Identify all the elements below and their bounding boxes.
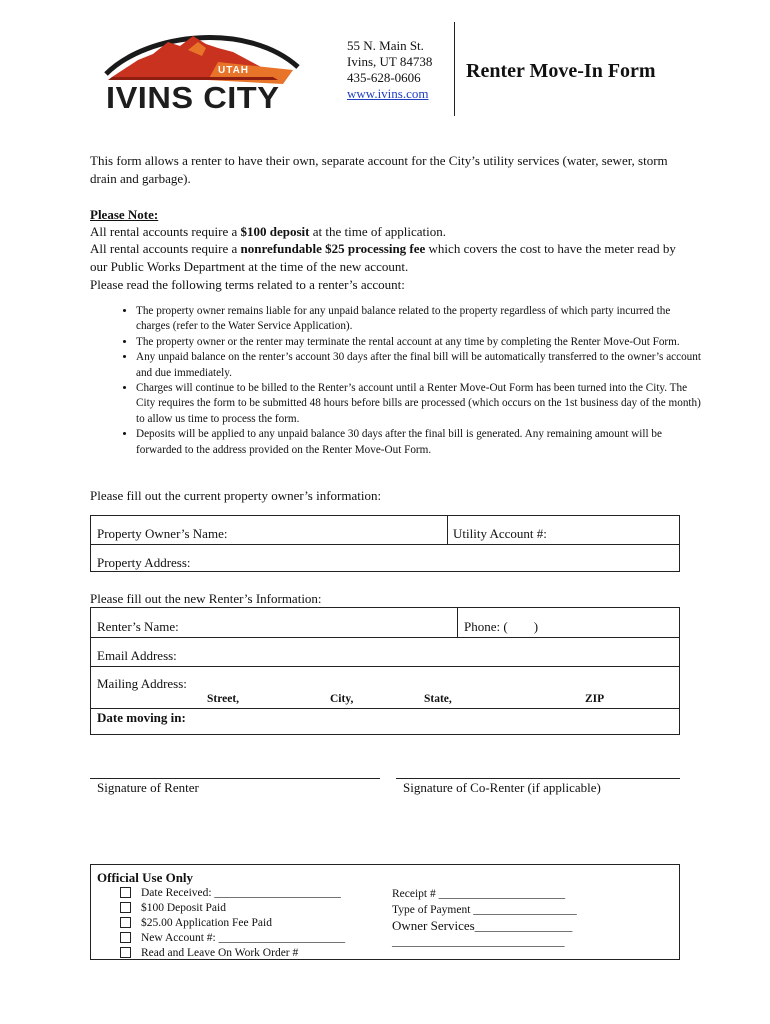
- owner-section-heading: Please fill out the current property owner’s information:: [90, 488, 382, 503]
- checkbox[interactable]: [120, 932, 131, 943]
- checkbox[interactable]: [120, 917, 131, 928]
- zip-label: ZIP: [585, 693, 605, 705]
- term-item: • The property owner or the renter may terminate the rental account at any time by completing the Renter Move-Out Form.: [136, 335, 706, 350]
- state-label: State,: [424, 693, 452, 705]
- receipt-field[interactable]: Receipt # ______________________: [392, 888, 566, 900]
- blank-line-field[interactable]: ______________________________: [392, 936, 565, 948]
- city-phone: 435-628-0606: [347, 70, 421, 85]
- term-item: • Deposits will be applied to any unpaid balance 30 days after the final bill is generated. Any remaining amount will be forwarded to the address provided on the Renter Move-Out Form.: [136, 427, 706, 458]
- term-item: • Any unpaid balance on the renter’s account 30 days after the final bill will be automatically transferred to the owner’s account and due immediately.: [136, 350, 706, 381]
- website-link[interactable]: www.ivins.com: [347, 86, 429, 101]
- table-divider: [457, 607, 458, 637]
- term-item: • Charges will continue to be billed to the Renter’s account until a Renter Move-Out Form has been turned into the City. The City requires the form to be submitted 48 hours before bills are processed (which occurs on the 1st business day of the month) to allow us time to process the form.: [136, 381, 706, 427]
- table-divider: [90, 544, 680, 545]
- note-terms-intro: Please read the following terms related to a renter’s account:: [90, 277, 405, 292]
- intro-paragraph: This form allows a renter to have their own, separate account for the City’s utility services (water, sewer, storm drain and garbage).: [90, 153, 668, 186]
- renter-signature-line[interactable]: [90, 778, 380, 779]
- checklist-item: Date Received: ______________________: [120, 886, 345, 901]
- table-divider: [447, 515, 448, 544]
- renter-phone-field[interactable]: Phone: ( ): [464, 619, 539, 634]
- renter-section-heading: Please fill out the new Renter’s Information:: [90, 591, 322, 606]
- checkbox[interactable]: [120, 947, 131, 958]
- logo-city-name: IVINS CITY: [106, 80, 280, 115]
- email-address-field[interactable]: Email Address:: [97, 648, 177, 663]
- renter-signature-label: Signature of Renter: [97, 780, 199, 795]
- street-label: Street,: [207, 693, 240, 705]
- table-divider: [90, 637, 680, 638]
- property-address-field[interactable]: Property Address:: [97, 555, 191, 570]
- note-heading: Please Note:: [90, 207, 159, 222]
- term-item: • The property owner remains liable for any unpaid balance related to the property regardless of which party incurred the charges (refer to the Water Service Application).: [136, 304, 706, 335]
- table-divider: [90, 708, 680, 709]
- checkbox[interactable]: [120, 902, 131, 913]
- checklist-item: New Account #: ______________________: [120, 931, 345, 946]
- city-label: City,: [330, 693, 354, 705]
- checklist-item: $25.00 Application Fee Paid: [120, 916, 345, 931]
- owner-services-field[interactable]: Owner Services_________________: [392, 918, 573, 933]
- checklist-item: $100 Deposit Paid: [120, 901, 345, 916]
- checkbox[interactable]: [120, 887, 131, 898]
- header-divider: [454, 22, 455, 116]
- date-moving-in-field[interactable]: Date moving in:: [97, 710, 186, 725]
- payment-type-field[interactable]: Type of Payment __________________: [392, 904, 577, 916]
- city-address-block: [347, 38, 432, 102]
- address-line-2: Ivins, UT 84738: [347, 54, 433, 69]
- owner-name-field[interactable]: Property Owner’s Name:: [97, 526, 228, 541]
- form-title: Renter Move-In Form: [466, 60, 656, 82]
- renter-name-field[interactable]: Renter’s Name:: [97, 619, 179, 634]
- official-use-heading: Official Use Only: [97, 870, 194, 885]
- note-deposit: All rental accounts require a $100 deposit at the time of application.: [90, 224, 446, 239]
- note-fee: All rental accounts require a nonrefundable $25 processing fee which covers the cost to have the meter read by our Public Works Department at the time of the new account.: [90, 241, 676, 274]
- logo-utah-text: UTAH: [218, 65, 250, 76]
- mailing-address-field[interactable]: Mailing Address:: [97, 676, 187, 691]
- checklist-item: Read and Leave On Work Order #: [120, 946, 345, 961]
- official-checklist: [120, 886, 345, 961]
- table-divider: [90, 666, 680, 667]
- address-line-1: 55 N. Main St.: [347, 38, 424, 53]
- co-renter-signature-line[interactable]: [396, 778, 680, 779]
- terms-list: [110, 304, 706, 458]
- co-renter-signature-label: Signature of Co-Renter (if applicable): [403, 780, 601, 795]
- utility-account-field[interactable]: Utility Account #:: [453, 526, 547, 541]
